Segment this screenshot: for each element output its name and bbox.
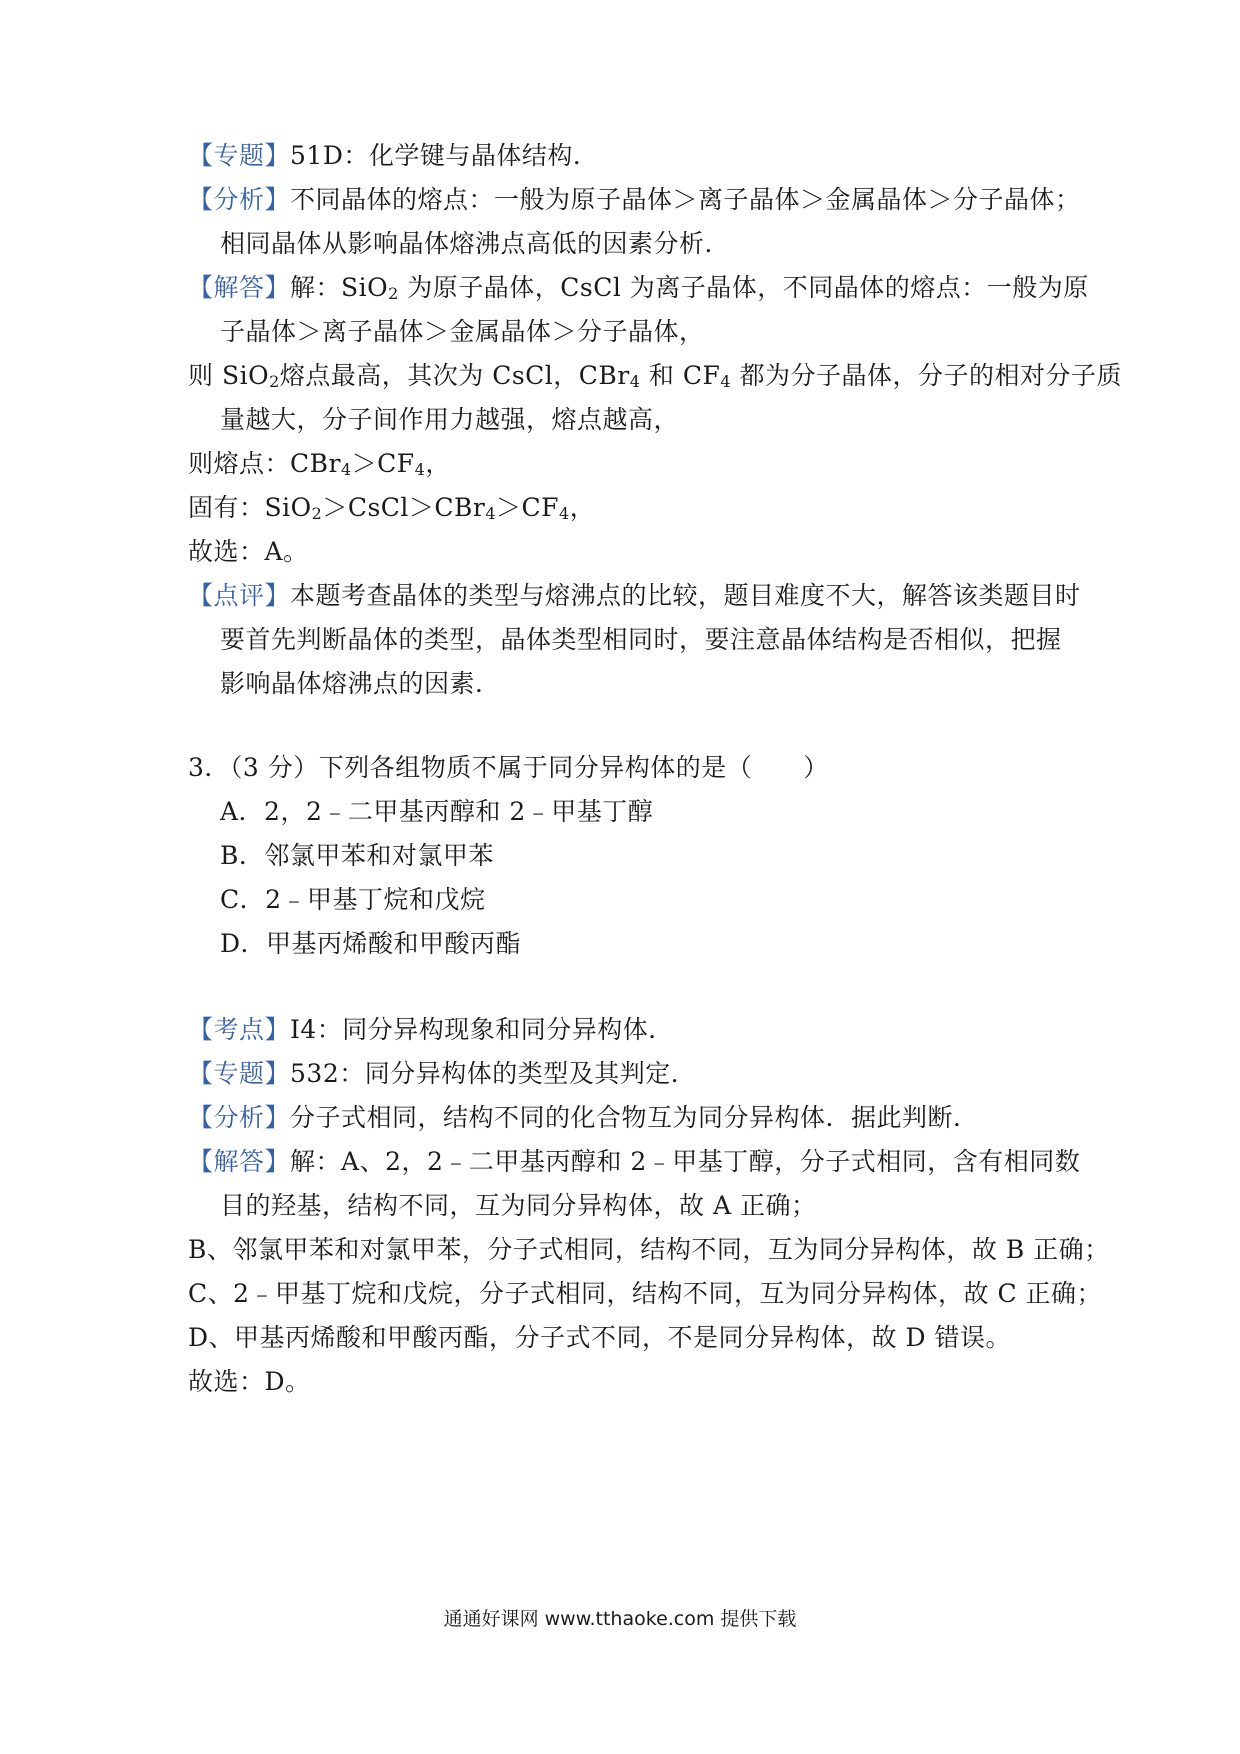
answer-b-text: B、邻氯甲苯和对氯甲苯，分子式相同，结构不同，互为同分异构体，故 B 正确； (188, 1235, 1110, 1264)
option-a (0, 796, 1240, 828)
zhuanti-line-2 (0, 1058, 1240, 1090)
answer-d-line (0, 1322, 1240, 1354)
option-b (0, 840, 1240, 872)
zhuanti-tag: 【专题】 (188, 141, 291, 170)
fenxi-tag: 【分析】 (188, 185, 291, 214)
option-b-text: B．邻氯甲苯和对氯甲苯 (220, 841, 494, 870)
subscript: 4 (485, 504, 497, 523)
ze-text-a: 则 SiO (188, 361, 270, 390)
subscript: 4 (340, 460, 352, 479)
jieda-line-1 (0, 272, 1240, 304)
guxuan-line-1 (0, 536, 1240, 568)
jieda-text-a: 解：SiO (290, 273, 389, 302)
gu-text-b: ＞CsCl＞CBr (322, 493, 486, 522)
ze-text-d: 都为分子晶体，分子的相对分子质 (739, 361, 1122, 390)
jieda-line-4 (0, 1190, 1240, 1222)
ze-text-c: 和 CF (648, 361, 721, 390)
fenxi-line-3 (0, 1102, 1240, 1134)
zhuanti-text-2: 532：同分异构体的类型及其判定． (290, 1059, 697, 1088)
dianping-text-1: 本题考查晶体的类型与熔沸点的比较，题目难度不大，解答该类题目时 (290, 581, 1081, 610)
zhuanti-line-1 (0, 140, 1240, 172)
ze-line-2 (0, 404, 1240, 436)
jieda-text-3: 解：A、2，2﹣二甲基丙醇和 2﹣甲基丁醇，分子式相同，含有相同数 (290, 1147, 1081, 1176)
dianping-text-2: 要首先判断晶体的类型，晶体类型相同时，要注意晶体结构是否相似，把握 (220, 625, 1062, 654)
subscript: 2 (388, 284, 399, 303)
fenxi-line-2 (0, 228, 1240, 260)
rong-text-b: ＞CF (351, 449, 415, 478)
kaodian-text: I4：同分异构现象和同分异构体． (290, 1015, 674, 1044)
option-a-text: A．2，2﹣二甲基丙醇和 2﹣甲基丁醇 (220, 797, 654, 826)
subscript: 2 (269, 372, 280, 391)
dianping-line-1 (0, 580, 1240, 612)
gu-text-c: ＞CF (496, 493, 560, 522)
ze-text-e: 量越大，分子间作用力越强，熔点越高， (220, 405, 680, 434)
fenxi-text: 不同晶体的熔点：一般为原子晶体＞离子晶体＞金属晶体＞分子晶体； (290, 185, 1081, 214)
rongdian-line (0, 448, 1240, 480)
zhuanti-text: 51D：化学键与晶体结构． (290, 141, 599, 170)
option-c-text: C．2﹣甲基丁烷和戊烷 (220, 885, 486, 914)
guyou-line (0, 492, 1240, 524)
answer-b-line (0, 1234, 1240, 1266)
option-d (0, 928, 1240, 960)
fenxi-text-2: 相同晶体从影响晶体熔沸点高低的因素分析． (220, 229, 731, 258)
dianping-text-3: 影响晶体熔沸点的因素． (220, 669, 501, 698)
guxuan-text-1: 故选：A。 (188, 537, 309, 566)
subscript: 2 (311, 504, 323, 523)
dianping-tag: 【点评】 (188, 581, 291, 610)
jieda-tag-2: 【解答】 (188, 1147, 291, 1176)
answer-c-line (0, 1278, 1240, 1310)
answer-d-text: D、甲基丙烯酸和甲酸丙酯，分子式不同，不是同分异构体，故 D 错误。 (188, 1323, 1011, 1352)
jieda-text-4: 目的羟基，结构不同，互为同分异构体，故 A 正确； (220, 1191, 817, 1220)
jieda-line-2 (0, 316, 1240, 348)
guxuan-line-2 (0, 1366, 1240, 1398)
ze-line-1 (0, 360, 1240, 392)
jieda-tag: 【解答】 (188, 273, 291, 302)
guxuan-text-2: 故选：D。 (188, 1367, 311, 1396)
question-stem (0, 752, 1240, 784)
subscript: 4 (629, 372, 641, 391)
zhuanti-tag-2: 【专题】 (188, 1059, 291, 1088)
subscript: 4 (559, 504, 570, 523)
subscript: 4 (414, 460, 426, 479)
kaodian-tag: 【考点】 (188, 1015, 291, 1044)
jieda-text-c: 子晶体＞离子晶体＞金属晶体＞分子晶体， (220, 317, 705, 346)
kaodian-line (0, 1014, 1240, 1046)
gu-text-a: 固有：SiO (188, 493, 312, 522)
option-c (0, 884, 1240, 916)
rong-text-c: ， (425, 449, 451, 478)
subscript: 4 (720, 372, 731, 391)
answer-c-text: C、2﹣甲基丁烷和戊烷，分子式相同，结构不同，互为同分异构体，故 C 正确； (188, 1279, 1103, 1308)
ze-text-b: 熔点最高，其次为 CsCl，CBr (279, 361, 630, 390)
jieda-line-3 (0, 1146, 1240, 1178)
fenxi-tag-2: 【分析】 (188, 1103, 291, 1132)
fenxi-text-3: 分子式相同，结构不同的化合物互为同分异构体．据此判断． (290, 1103, 979, 1132)
rong-text-a: 则熔点：CBr (188, 449, 341, 478)
gu-text-d: ， (569, 493, 596, 522)
fenxi-line-1 (0, 184, 1240, 216)
jieda-text-b: 为原子晶体，CsCl 为离子晶体，不同晶体的熔点：一般为原 (407, 273, 1089, 302)
option-d-text: D．甲基丙烯酸和甲酸丙酯 (220, 929, 522, 958)
dianping-line-2 (0, 624, 1240, 656)
question-stem-text: 3．（3 分）下列各组物质不属于同分异构体的是（ ） (188, 753, 829, 782)
dianping-line-3 (0, 668, 1240, 700)
page-footer: 通通好课网 www.tthaoke.com 提供下载 (443, 1608, 797, 1630)
